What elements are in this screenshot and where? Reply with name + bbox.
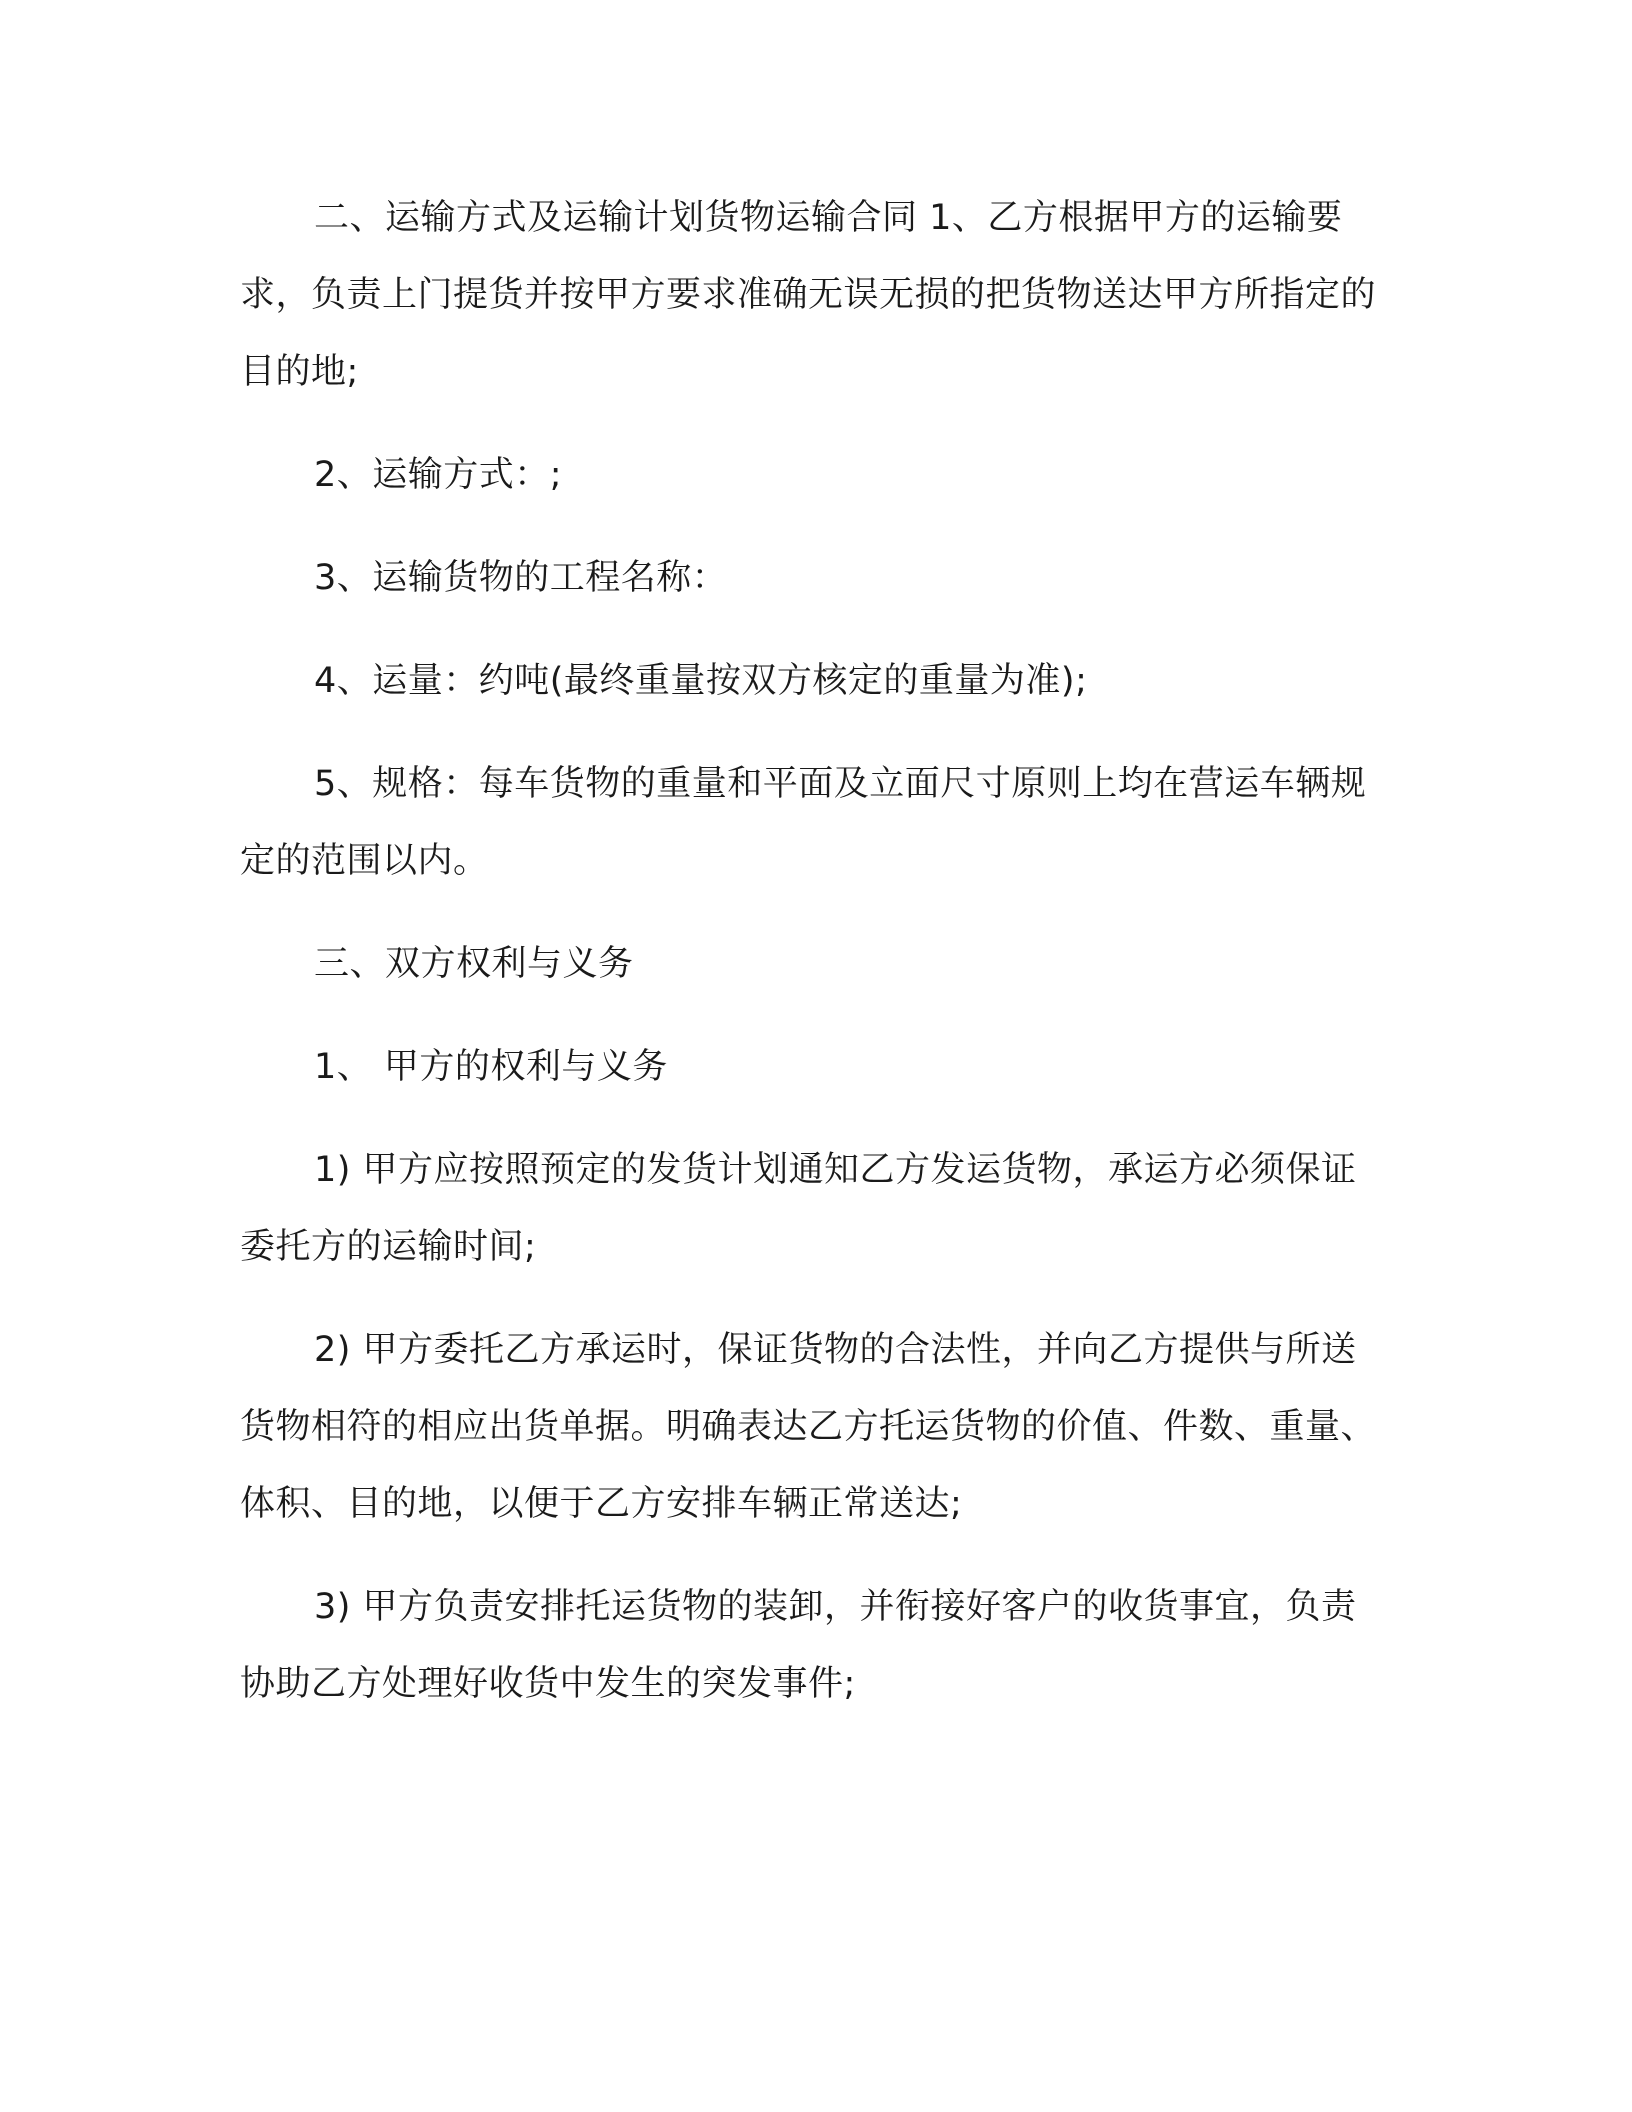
project-name-item: 3、运输货物的工程名称： (314, 558, 728, 598)
specification-item: 5、规格：每车货物的重量和平面及立面尺寸原则上均在营运车辆规定的范围以内。 (240, 764, 1367, 881)
party-a-rights-heading: 1、 甲方的权利与义务 (314, 1047, 668, 1087)
volume-item: 4、运量：约吨(最终重量按双方核定的重量为准); (314, 661, 1088, 701)
party-a-clause-1: 1) 甲方应按照预定的发货计划通知乙方发运货物，承运方必须保证委托方的运输时间; (240, 1150, 1357, 1267)
transport-mode-item: 2、运输方式：; (314, 455, 563, 495)
party-a-clause-2: 2) 甲方委托乙方承运时，保证货物的合法性，并向乙方提供与所送货物相符的相应出货单据。明确表达乙方托运货物的价值、件数、重量、体积、目的地，以便于乙方安排车辆正常送达; (240, 1330, 1377, 1524)
party-a-clause-3: 3) 甲方负责安排托运货物的装卸，并衔接好客户的收货事宜，负责协助乙方处理好收货中发生的突发事件; (240, 1587, 1357, 1704)
document-body (240, 180, 1390, 1749)
section-2-heading-paragraph: 二、运输方式及运输计划货物运输合同 1、乙方根据甲方的运输要求，负责上门提货并按甲方要求准确无误无损的把货物送达甲方所指定的目的地; (240, 198, 1377, 392)
section-3-heading: 三、双方权利与义务 (314, 944, 634, 984)
